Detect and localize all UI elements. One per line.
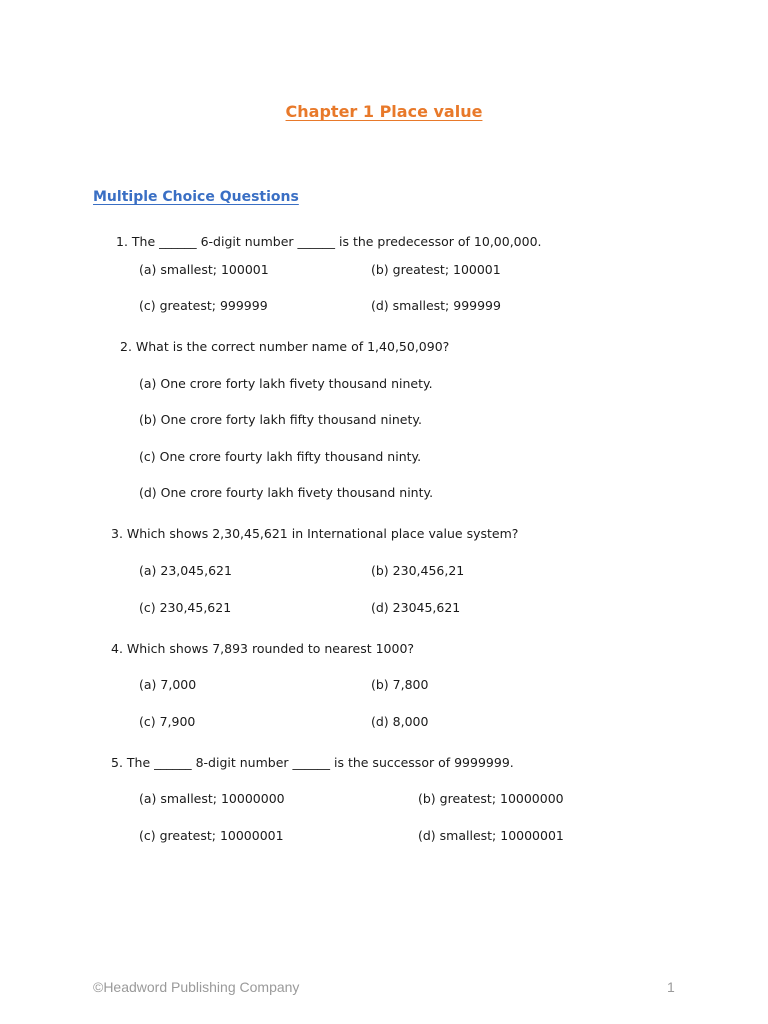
question-2: 2. What is the correct number name of 1,40,50,090? — [120, 339, 450, 354]
question-2-option-b: (b) One crore forty lakh fifty thousand ninety. — [139, 412, 422, 427]
question-5: 5. The ______ 8-digit number ______ is the successor of 9999999. — [111, 755, 514, 770]
question-5-option-a: (a) smallest; 10000000 — [139, 791, 285, 806]
question-2-option-d: (d) One crore fourty lakh fivety thousand ninty. — [139, 485, 434, 500]
footer-page-number: 1 — [667, 979, 675, 995]
question-3-option-b: (b) 230,456,21 — [371, 563, 465, 578]
question-1: 1. The ______ 6-digit number ______ is the predecessor of 10,00,000. — [116, 234, 542, 249]
question-3-option-a: (a) 23,045,621 — [139, 563, 232, 578]
question-1-option-b: (b) greatest; 100001 — [371, 262, 501, 277]
question-2-option-a: (a) One crore forty lakh fivety thousand ninety. — [139, 376, 433, 391]
chapter-title: Chapter 1 Place value — [285, 102, 483, 121]
footer-copyright: ©Headword Publishing Company — [93, 979, 300, 995]
section-heading: Multiple Choice Questions — [93, 189, 299, 205]
question-2-option-c: (c) One crore fourty lakh fifty thousand ninty. — [139, 449, 422, 464]
question-1-option-d: (d) smallest; 999999 — [371, 298, 501, 313]
question-1-option-a: (a) smallest; 100001 — [139, 262, 269, 277]
question-5-option-b: (b) greatest; 10000000 — [418, 791, 564, 806]
question-5-option-c: (c) greatest; 10000001 — [139, 828, 284, 843]
question-5-option-d: (d) smallest; 10000001 — [418, 828, 564, 843]
question-4: 4. Which shows 7,893 rounded to nearest 1000? — [111, 641, 415, 656]
question-1-option-c: (c) greatest; 999999 — [139, 298, 268, 313]
question-3-option-c: (c) 230,45,621 — [139, 600, 232, 615]
question-4-option-d: (d) 8,000 — [371, 714, 429, 729]
question-4-option-b: (b) 7,800 — [371, 677, 429, 692]
question-4-option-c: (c) 7,900 — [139, 714, 196, 729]
question-3-option-d: (d) 23045,621 — [371, 600, 461, 615]
question-4-option-a: (a) 7,000 — [139, 677, 197, 692]
question-3: 3. Which shows 2,30,45,621 in International place value system? — [111, 526, 519, 541]
